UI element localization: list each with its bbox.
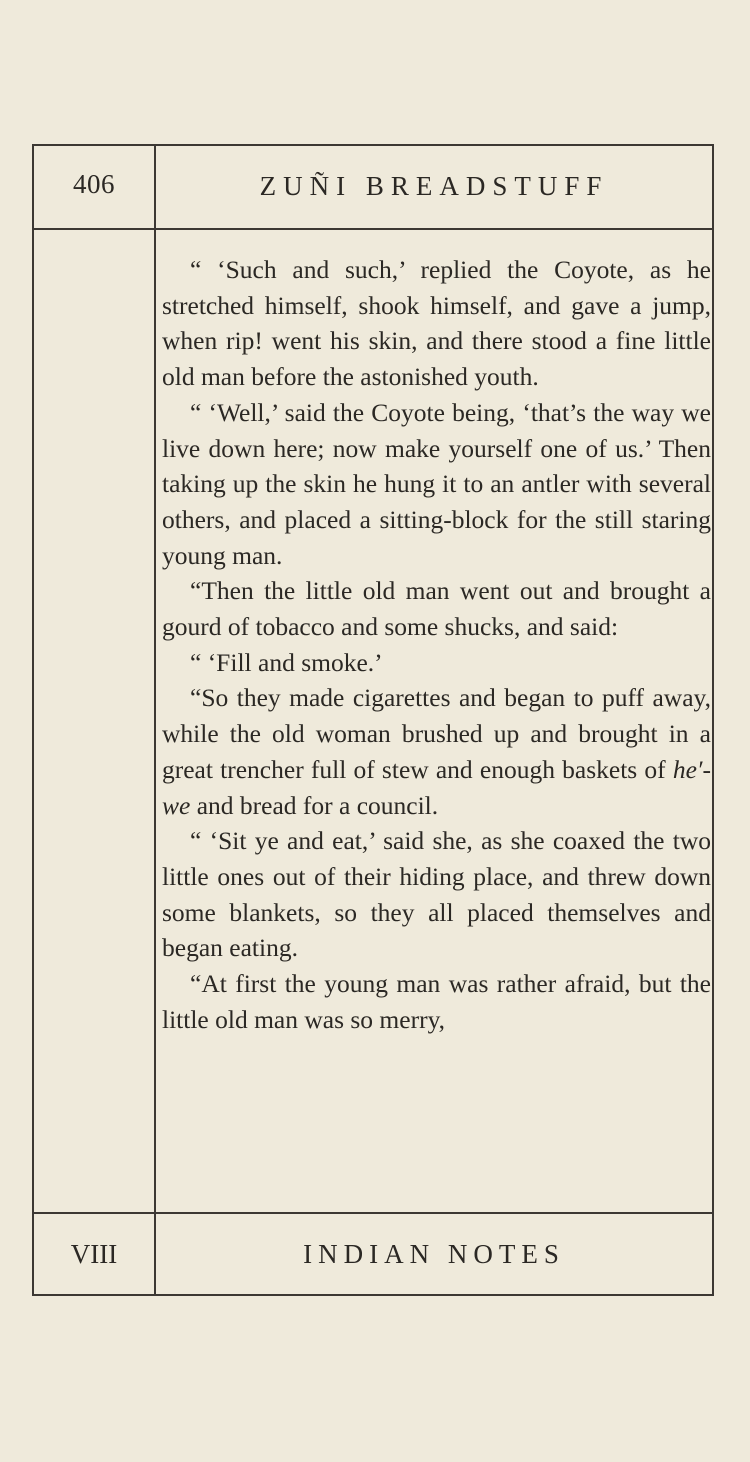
paragraph: “Then the little old man went out and brought a gourd of tobacco and some shucks, and said:	[162, 576, 711, 642]
paragraph: “ ‘Sit ye and eat,’ said she, as she coaxed the two little ones out of their hiding place, and threw down some blankets, so they all placed themselves and began eating.	[162, 826, 711, 963]
paragraph: “At first the young man was rather afraid, but the little old man was so merry,	[162, 969, 711, 1034]
signature-mark: VIII	[70, 1239, 118, 1269]
running-foot: INDIAN NOTES	[303, 1239, 565, 1269]
column-divider	[154, 146, 156, 1294]
page-frame	[32, 144, 714, 1296]
paragraph: “ ‘Well,’ said the Coyote being, ‘that’s the way we live down here; now make yourself one of us.’ Then taking up the skin he hung it to an antler with several others, and placed a sitting-block for the still staring young man.	[162, 397, 711, 570]
header-rule	[34, 228, 712, 230]
italic-term: he′-we	[162, 754, 711, 820]
running-head: ZUÑI BREADSTUFF	[259, 171, 609, 201]
paragraph: “ ‘Such and such,’ replied the Coyote, as he stretched himself, shook himself, and gave a jump, when rip! went his skin, and there stood a fine little old man before the astonished youth.	[162, 255, 711, 392]
paragraph-text: and bread for a council.	[190, 790, 439, 820]
page-number: 406	[73, 169, 115, 199]
body-text	[162, 252, 711, 1037]
paragraph-text: “So they made cigarettes and began to puff away, while the old woman brushed up and brought in a great trencher full of stew and enough baskets of	[162, 683, 711, 784]
paragraph	[162, 680, 711, 823]
paragraph: “ ‘Fill and smoke.’	[190, 647, 383, 677]
